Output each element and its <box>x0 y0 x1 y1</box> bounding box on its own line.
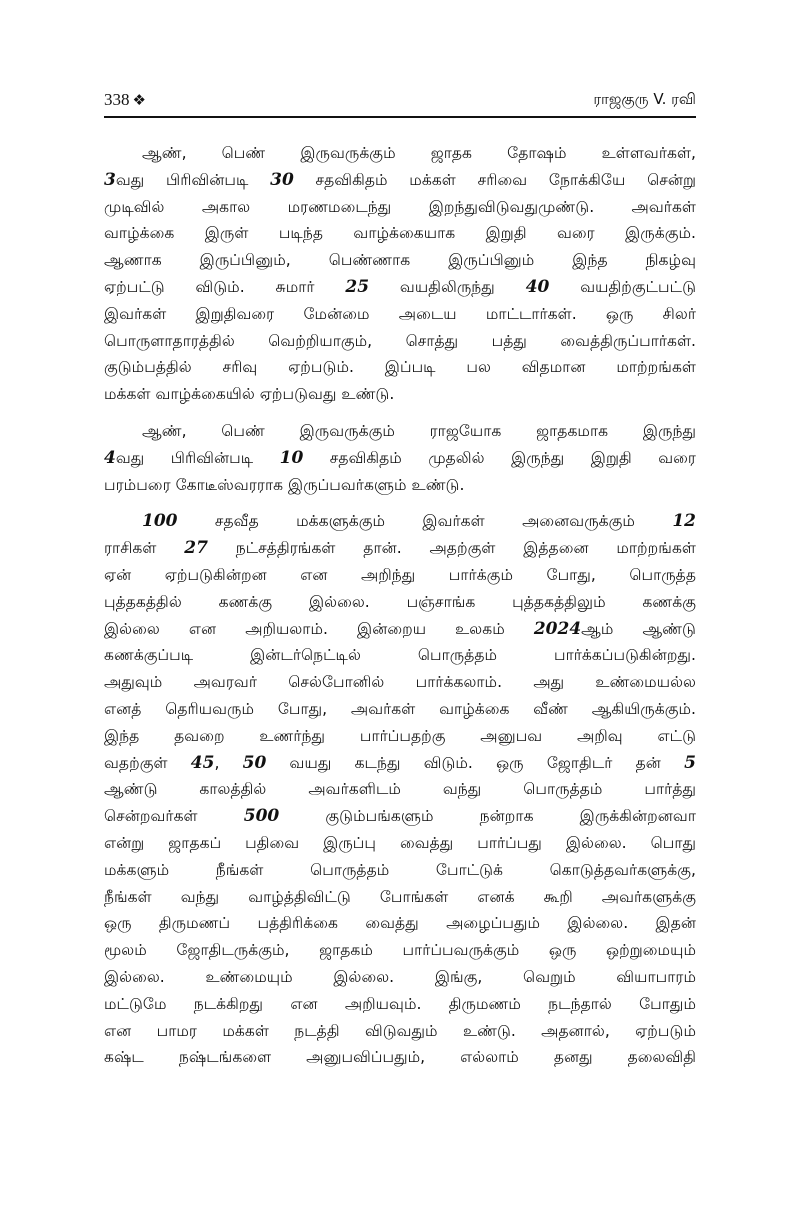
text-line: இல்லை என அறியலாம். இன்றைய உலகம் 2024ஆம் ஆண்டு <box>104 618 696 639</box>
text-line: ஆண்டு காலத்தில் அவர்களிடம் வந்து பொருத்தம் பார்த்து <box>104 780 696 799</box>
text-line: பொருளாதாரத்தில் வெற்றியாகும், சொத்து பத்து வைத்திருப்பார்கள். <box>104 331 696 350</box>
numeral: 4 <box>104 447 116 468</box>
numeral: 45 <box>190 752 215 773</box>
numeral: 50 <box>242 752 267 773</box>
text-line: இல்லை. உண்மையும் இல்லை. இங்கு, வெறும் வியாபாரம் <box>104 967 696 986</box>
numeral: 100 <box>142 511 178 532</box>
text-line: கஷ்ட நஷ்டங்களை அனுபவிப்பதும், எல்லாம் தனது தலைவிதி <box>104 1048 696 1067</box>
text-line: ஆணாக இருப்பினும், பெண்ணாக இருப்பினும் இந்த நிகழ்வு <box>104 251 696 270</box>
text-line: ஒரு திருமணப் பத்திரிக்கை வைத்து அழைப்பதும் இல்லை. இதன் <box>104 914 696 933</box>
text-line: பரம்பரை கோடீஸ்வரராக இருப்பவர்களும் உண்டு. <box>104 475 465 494</box>
numeral: 12 <box>672 511 696 532</box>
text-line: 100 சதவீத மக்களுக்கும் இவர்கள் அனைவருக்கும் 12 <box>142 511 696 532</box>
numeral: 3 <box>104 169 116 190</box>
numeral: 2024 <box>533 618 582 639</box>
text-line: நீங்கள் வந்து வாழ்த்திவிட்டு போங்கள் எனக் கூறி அவர்களுக்கு <box>104 887 696 906</box>
text-line: வாழ்க்கை இருள் படிந்த வாழ்க்கையாக இறுதி வரை இருக்கும். <box>104 224 696 243</box>
text-line: என பாமர மக்கள் நடத்தி விடுவதும் உண்டு. அதனால், ஏற்படும் <box>104 1021 696 1040</box>
text-line: புத்தகத்தில் கணக்கு இல்லை. பஞ்சாங்க புத்தகத்திலும் கணக்கு <box>104 592 696 611</box>
body-text <box>104 140 696 1081</box>
text-line: குடும்பத்தில் சரிவு ஏற்படும். இப்படி பல விதமான மாற்றங்கள் <box>104 358 696 377</box>
text-line: அதுவும் அவரவர் செல்போனில் பார்க்கலாம். அது உண்மையல்ல <box>104 673 696 692</box>
paragraph <box>104 508 696 1071</box>
page-number: 338 <box>104 90 130 109</box>
text-line: ஆண், பெண் இருவருக்கும் ராஜயோக ஜாதகமாக இருந்து <box>142 421 696 440</box>
page-number-block <box>104 90 146 110</box>
text-line: சென்றவர்கள் 500 குடும்பங்களும் நன்றாக இருக்கின்றனவா <box>104 806 696 827</box>
text-line: 3வது பிரிவின்படி 30 சதவிகிதம் மக்கள் சரிவை நோக்கியே சென்று <box>104 169 696 190</box>
text-line: மட்டுமே நடக்கிறது என அறியவும். திருமணம் நடந்தால் போதும் <box>104 994 696 1013</box>
text-line: மூலம் ஜோதிடருக்கும், ஜாதகம் பார்ப்பவருக்கும் ஒரு ஒற்றுமையும் <box>104 941 696 960</box>
numeral: 5 <box>684 752 696 773</box>
page-header <box>104 84 696 110</box>
header-divider <box>104 116 696 118</box>
text-line: ஏன் ஏற்படுகின்றன என அறிந்து பார்க்கும் போது, பொருத்த <box>104 565 696 584</box>
diamond-ornament-icon: ❖ <box>132 91 146 109</box>
text-line: மக்கள் வாழ்க்கையில் ஏற்படுவது உண்டு. <box>104 385 395 404</box>
text-line: ஏற்பட்டு விடும். சுமார் 25 வயதிலிருந்து 40 வயதிற்குட்பட்டு <box>104 276 696 297</box>
paragraph <box>104 418 696 498</box>
text-line: ராசிகள் 27 நட்சத்திரங்கள் தான். அதற்குள் இத்தனை மாற்றங்கள் <box>104 538 696 559</box>
text-line: மக்களும் நீங்கள் பொருத்தம் போட்டுக் கொடுத்தவர்களுக்கு, <box>104 860 696 879</box>
paragraph <box>104 140 696 408</box>
numeral: 40 <box>525 276 550 297</box>
numeral: 27 <box>184 538 208 559</box>
text-line: முடிவில் அகால மரணமடைந்து இறந்துவிடுவதுமுண்டு. அவர்கள் <box>104 197 696 216</box>
text-line: வதற்குள் 45, 50 வயது கடந்து விடும். ஒரு ஜோதிடர் தன் 5 <box>104 752 696 773</box>
text-line: 4வது பிரிவின்படி 10 சதவிகிதம் முதலில் இருந்து இறுதி வரை <box>104 447 696 468</box>
text-line: என்று ஜாதகப் பதிவை இருப்பு வைத்து பார்ப்பது இல்லை. பொது <box>104 833 696 852</box>
text-line: எனத் தெரியவரும் போது, அவர்கள் வாழ்க்கை வீண் ஆகியிருக்கும். <box>104 699 696 718</box>
numeral: 500 <box>243 806 280 827</box>
text-line: ஆண், பெண் இருவருக்கும் ஜாதக தோஷம் உள்ளவர்கள், <box>142 144 696 162</box>
numeral: 30 <box>270 169 294 190</box>
text-line: இவர்கள் இறுதிவரை மேன்மை அடைய மாட்டார்கள். ஒரு சிலர் <box>104 304 696 323</box>
running-head-author: ராஜகுரு V. ரவி <box>593 90 696 108</box>
text-line: கணக்குப்படி இன்டர்நெட்டில் பொருத்தம் பார்க்கப்படுகின்றது. <box>104 646 696 665</box>
numeral: 25 <box>345 276 370 297</box>
text-line: இந்த தவறை உணர்ந்து பார்ப்பதற்கு அனுபவ அறிவு எட்டு <box>104 726 696 745</box>
numeral: 10 <box>279 447 304 468</box>
